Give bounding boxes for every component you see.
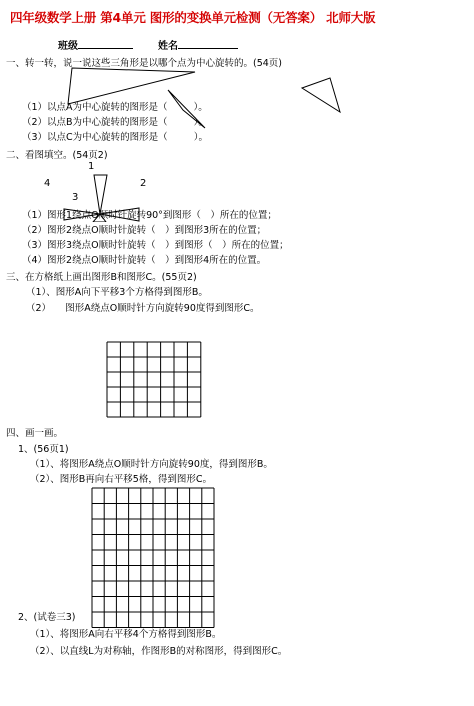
name-blank[interactable]	[178, 38, 238, 49]
section3-q2: （2） 图形A绕点O顺时针方向旋转90度得到图形C。	[26, 303, 260, 314]
class-blank[interactable]	[78, 38, 133, 49]
label-4: 4	[44, 178, 51, 189]
section2-heading: 二、看图填空。(54页2)	[6, 150, 108, 161]
section4-part1: 1、(56页1)	[18, 444, 69, 455]
section4-p1q1: （1）、将图形A绕点O顺时针方向旋转90度，得到图形B。	[30, 459, 273, 470]
label-1: 1	[88, 161, 95, 172]
section4-p1q2: （2）、图形B再向右平移5格，得到图形C。	[30, 474, 212, 485]
grid-small[interactable]	[0, 340, 474, 430]
label-2: 2	[140, 178, 147, 189]
section1-q2: （2）以点B为中心旋转的图形是（ ）。	[22, 117, 208, 128]
section3-q1: （1）、图形A向下平移3个方格得到图形B。	[26, 287, 208, 298]
section4-heading: 四、画一画。	[6, 428, 64, 439]
student-info	[58, 37, 238, 52]
section4-p2q1: （1）、将图形A向右平移4个方格得到图形B。	[30, 629, 222, 640]
section2-q1: （1）图形1绕点O顺时针旋转90°到图形（ ）所在的位置；	[22, 210, 277, 221]
section1-heading: 一、转一转，说一说这些三角形是以哪个点为中心旋转的。(54页)	[6, 58, 283, 69]
class-label: 班级	[58, 41, 78, 52]
section4-part2: 2、(试卷三3)	[18, 612, 76, 623]
section4-p2q2: （2）、以直线L为对称轴，作图形B的对称图形，得到图形C。	[30, 646, 288, 657]
section2-q2: （2）图形2绕点O顺时针旋转（ ）到图形3所在的位置；	[22, 225, 267, 236]
name-label: 姓名	[157, 41, 178, 52]
page-title: 四年级数学上册 第4单元 图形的变换单元检测（无答案） 北师大版	[10, 10, 376, 25]
triangle-3	[302, 78, 340, 112]
section2-q4: （4）图形2绕点O顺时针旋转（ ）到图形4所在的位置。	[22, 255, 267, 266]
label-3: 3	[72, 192, 79, 203]
section2-q3: （3）图形3绕点O顺时针旋转（ ）到图形（ ）所在的位置；	[22, 240, 289, 251]
section1-q1: （1）以点A为中心旋转的图形是（ ）。	[22, 102, 208, 113]
section3-heading: 三、在方格纸上画出图形B和图形C。(55页2)	[6, 272, 197, 283]
section1-q3: （3）以点C为中心旋转的图形是（ ）。	[22, 132, 208, 143]
